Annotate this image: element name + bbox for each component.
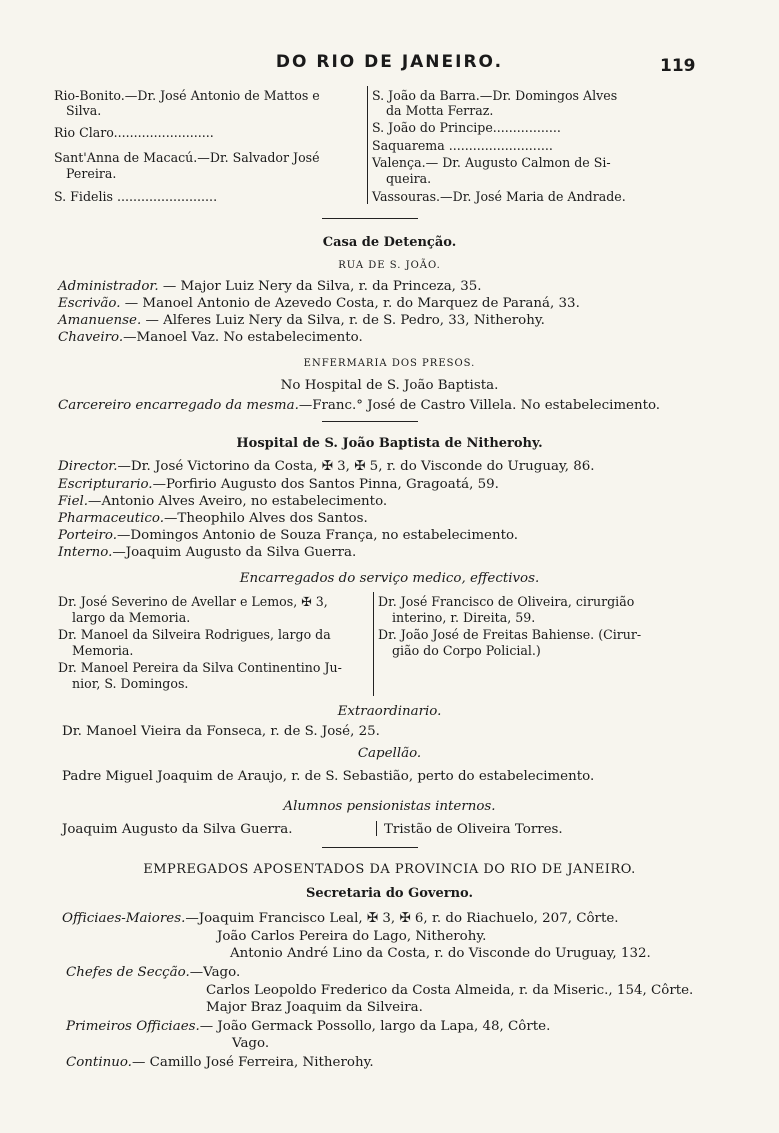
section-rule — [322, 847, 418, 848]
alumnos-title: Alumnos pensionistas internos. — [283, 799, 496, 814]
entry-line: largo da Memoria. — [72, 610, 191, 625]
column-divider — [367, 86, 368, 204]
entry-line: Major Braz Joaquim da Silveira. — [206, 1000, 423, 1015]
entry-chaveiro: Chaveiro.—Manoel Vaz. No estabelecimento. — [58, 330, 363, 345]
entry-carcereiro: Carcereiro encarregado da mesma.—Franc.° José de Castro Villela. No estabelecimento. — [58, 398, 661, 413]
entry-line: gião do Corpo Policial.) — [392, 643, 541, 658]
entry-line: Dr. Manoel da Silveira Rodrigues, largo da — [58, 627, 331, 642]
entry-line: Memoria. — [72, 643, 134, 658]
entry-line: S. Fidelis ......................... — [54, 189, 218, 204]
section-rule — [322, 421, 418, 422]
street-subtitle: RUA DE S. JOÃO. — [338, 260, 441, 271]
secretaria-title: Secretaria do Governo. — [305, 886, 473, 901]
entry-officiaes-maiores: Officiaes-Maiores.—Joaquim Francisco Leal, ✠ 3, ✠ 6, r. do Riachuelo, 207, Côrte. — [62, 911, 619, 926]
entry-line: Rio Claro......................... — [54, 125, 214, 140]
entry-line: Silva. — [66, 103, 102, 118]
entry-line: nior, S. Domingos. — [72, 676, 189, 691]
enfermaria-title: ENFERMARIA DOS PRESOS. — [303, 358, 476, 369]
entry-line: Sant'Anna de Macacú.—Dr. Salvador José — [54, 150, 320, 165]
entry-amanuense: Amanuense. — Alferes Luiz Nery da Silva, r. de S. Pedro, 33, Nitherohy. — [58, 313, 545, 328]
entry-line: interino, r. Direita, 59. — [392, 610, 536, 625]
entry-line: Valença.— Dr. Augusto Calmon de Si- — [372, 155, 611, 170]
entry-line: Vago. — [232, 1036, 270, 1051]
page-number: 119 — [660, 56, 696, 76]
encarregados-title: Encarregados do serviço medico, effectivos. — [239, 571, 540, 586]
entry-escripturario: Escripturario.—Porfirio Augusto dos Santos Pinna, Gragoatá, 59. — [58, 477, 499, 492]
entry-line: Pereira. — [66, 166, 117, 181]
entry-line: Vassouras.—Dr. José Maria de Andrade. — [372, 189, 626, 204]
column-divider — [373, 592, 374, 696]
entry-line: queira. — [386, 171, 432, 186]
entry-escrivao: Escrivão. — Manoel Antonio de Azevedo Costa, r. do Marquez de Paraná, 33. — [58, 296, 580, 311]
section-rule — [322, 218, 418, 219]
capellao-title: Capellão. — [357, 746, 422, 761]
entry-line: Rio-Bonito.—Dr. José Antonio de Mattos e — [54, 88, 320, 103]
entry-line: S. João do Principe................. — [372, 120, 561, 135]
entry-administrador: Administrador. — Major Luiz Nery da Silva, r. da Princeza, 35. — [58, 279, 482, 294]
entry-fiel: Fiel.—Antonio Alves Aveiro, no estabelecimento. — [58, 494, 388, 509]
enfermaria-hospital: No Hospital de S. João Baptista. — [280, 378, 499, 393]
page-header-title: DO RIO DE JANEIRO. — [275, 52, 504, 72]
entry-pharmaceutico: Pharmaceutico.—Theophilo Alves dos Santos. — [58, 511, 368, 526]
alumno-left: Joaquim Augusto da Silva Guerra. — [62, 822, 293, 837]
section-title-hospital: Hospital de S. João Baptista de Nitherohy. — [236, 436, 543, 451]
entry-line: Dr. João José de Freitas Bahiense. (Cirur- — [378, 627, 642, 642]
section-title-detencao: Casa de Detenção. — [322, 235, 457, 250]
entry-line: Antonio André Lino da Costa, r. do Visconde do Uruguay, 132. — [230, 946, 651, 961]
entry-porteiro: Porteiro.—Domingos Antonio de Souza França, no estabelecimento. — [58, 528, 519, 543]
aposentados-title: EMPREGADOS APOSENTADOS DA PROVINCIA DO RIO DE JANEIRO. — [143, 862, 636, 877]
entry-line: da Motta Ferraz. — [386, 103, 494, 118]
entry-line: Dr. José Francisco de Oliveira, cirurgião — [378, 594, 635, 609]
entry-line: Dr. José Severino de Avellar e Lemos, ✠ 3, — [58, 594, 328, 609]
entry-chefes: Chefes de Secção.—Vago. — [66, 965, 241, 980]
entry-interno: Interno.—Joaquim Augusto da Silva Guerra. — [58, 545, 357, 560]
entry-continuo: Continuo.— Camillo José Ferreira, Nitherohy. — [66, 1055, 374, 1070]
extraordinario-entry: Dr. Manoel Vieira da Fonseca, r. de S. José, 25. — [62, 724, 380, 739]
entry-line: João Carlos Pereira do Lago, Nitherohy. — [217, 929, 487, 944]
entry-primeiros: Primeiros Officiaes.— João Germack Possollo, largo da Lapa, 48, Côrte. — [66, 1019, 551, 1034]
entry-line: S. João da Barra.—Dr. Domingos Alves — [372, 88, 618, 103]
alumno-right: Tristão de Oliveira Torres. — [384, 822, 563, 837]
extraordinario-title: Extraordinario. — [337, 704, 442, 719]
entry-line: Saquarema .......................... — [372, 138, 553, 153]
entry-director: Director.—Dr. José Victorino da Costa, ✠ 3, ✠ 5, r. do Visconde do Uruguay, 86. — [58, 459, 595, 474]
entry-line: Carlos Leopoldo Frederico da Costa Almeida, r. da Miseric., 154, Côrte. — [206, 983, 694, 998]
column-divider — [376, 821, 377, 836]
entry-line: Dr. Manoel Pereira da Silva Continentino Ju- — [58, 660, 342, 675]
capellao-entry: Padre Miguel Joaquim de Araujo, r. de S. Sebastião, perto do estabelecimento. — [62, 769, 595, 784]
